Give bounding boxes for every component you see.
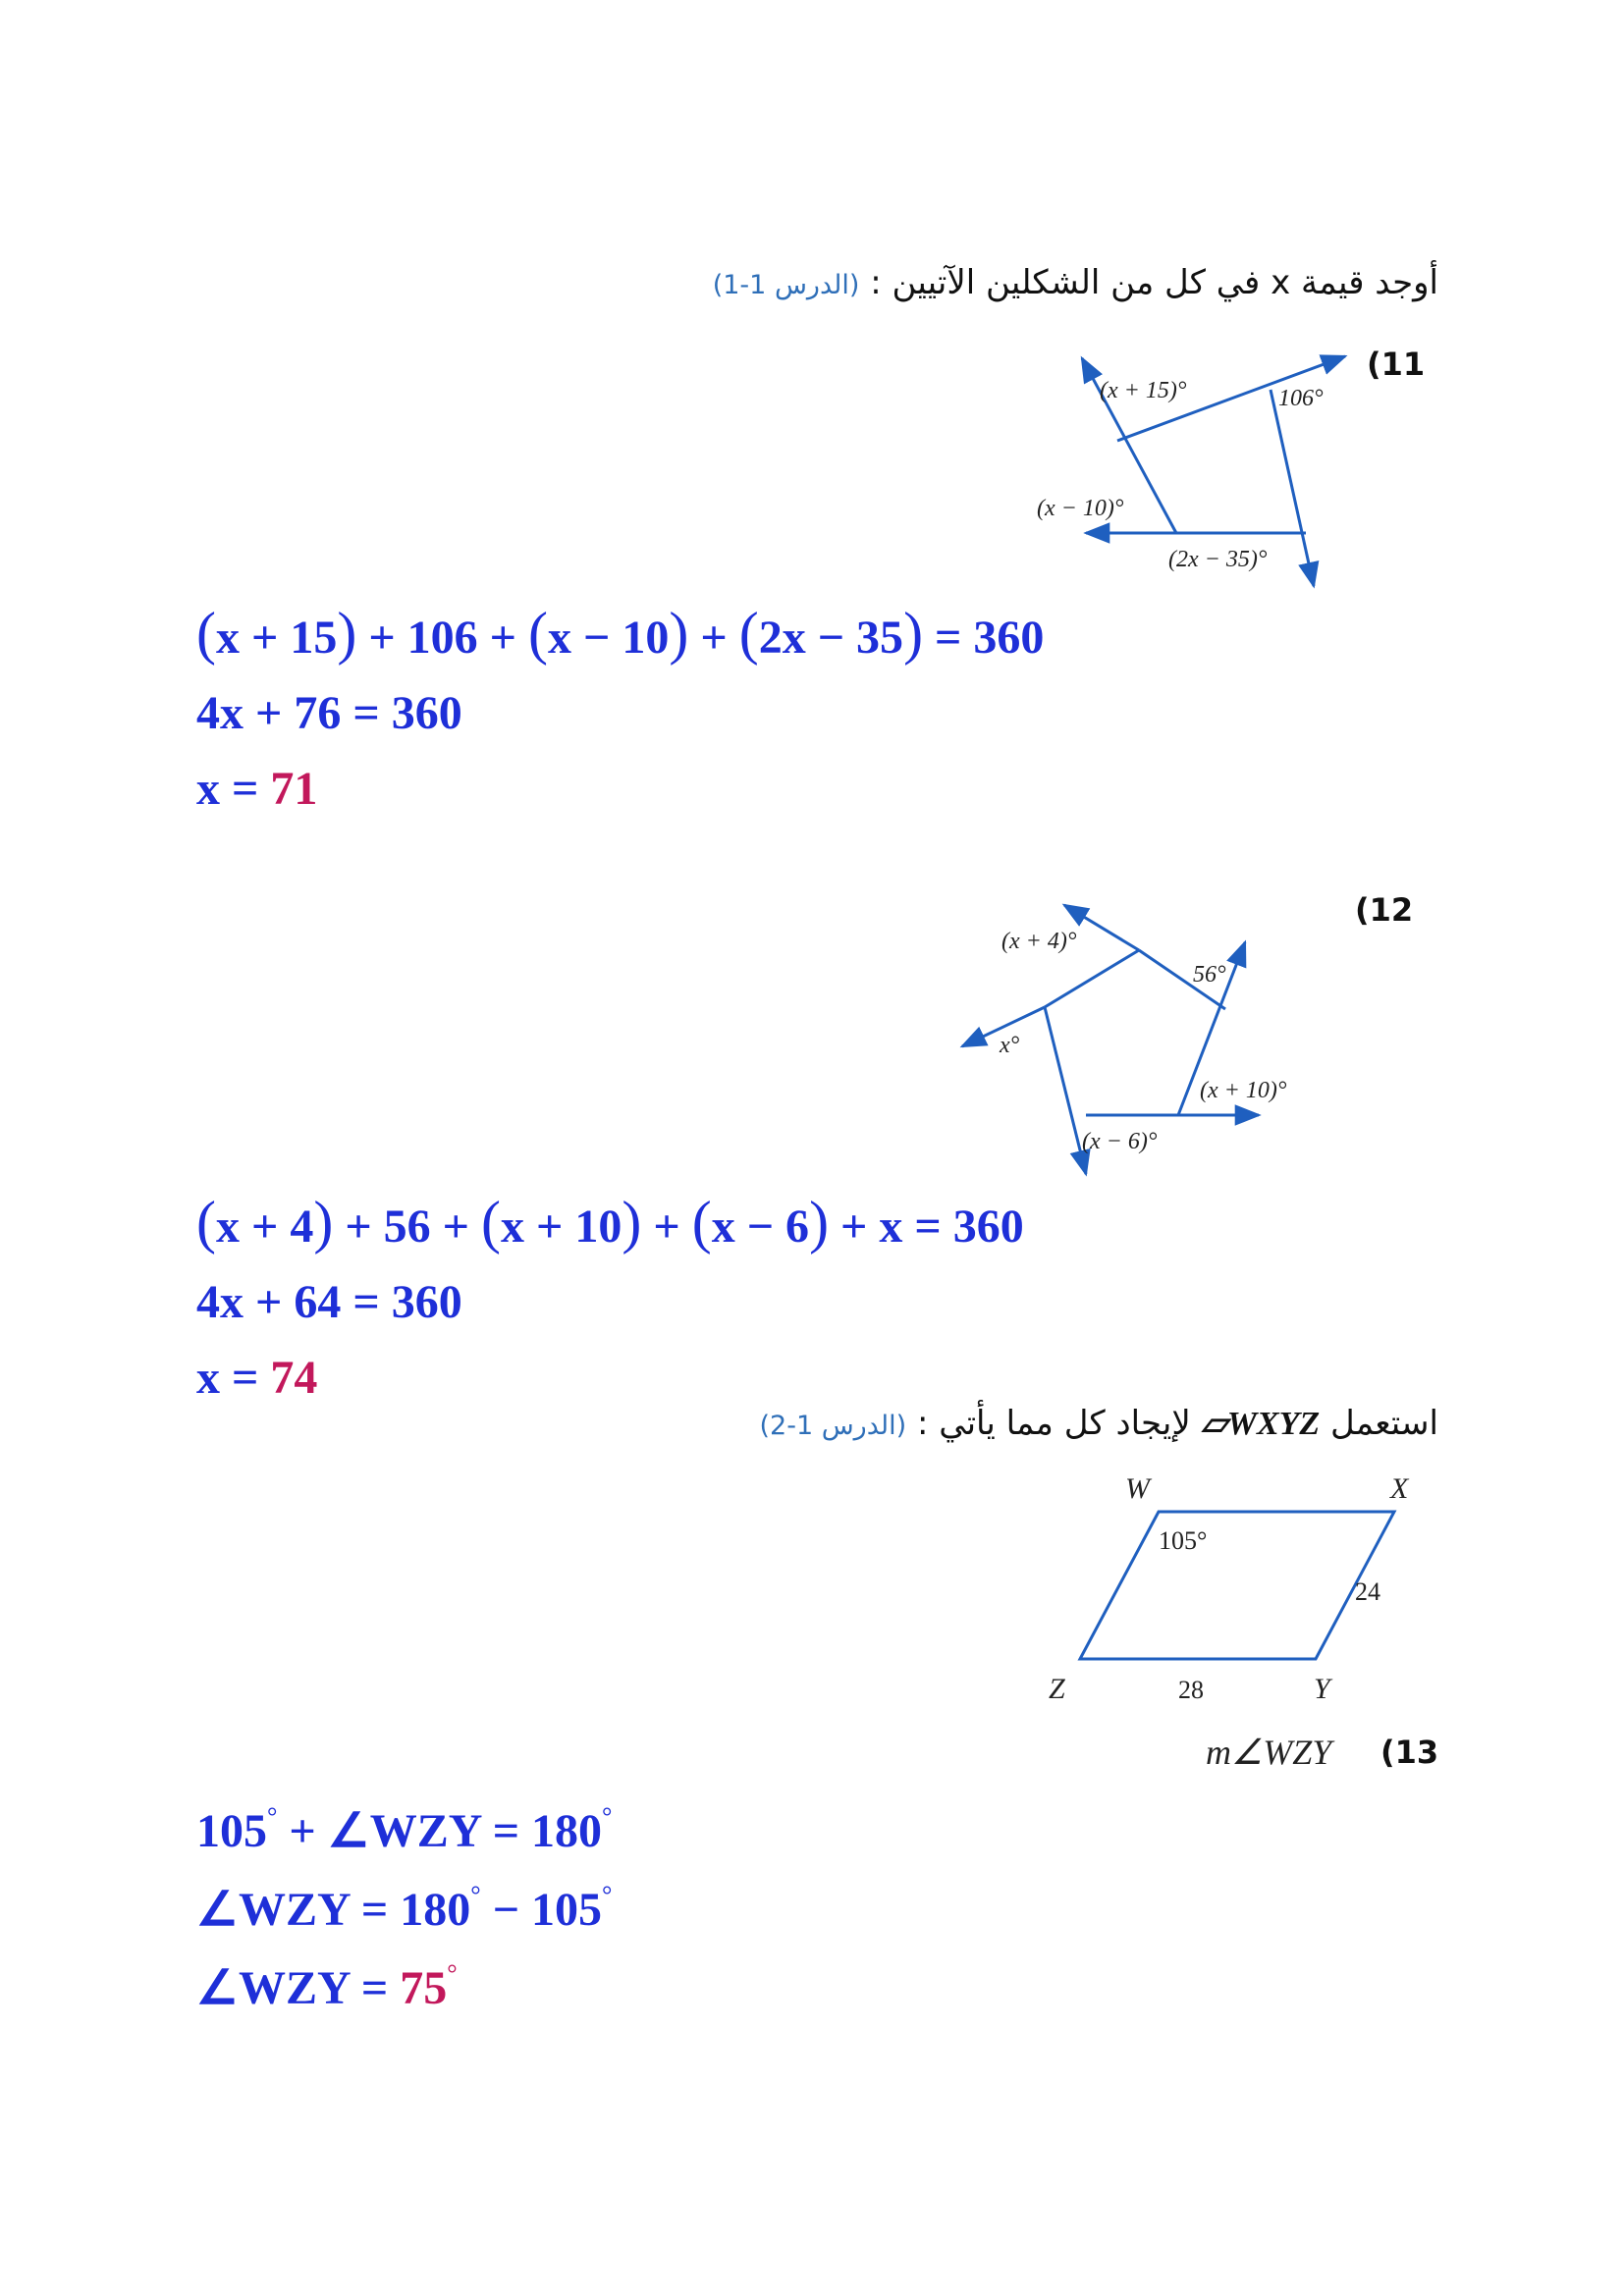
q11-solution-line3: x = 71 bbox=[196, 763, 318, 815]
q13-angle-label: 105° bbox=[1159, 1526, 1208, 1555]
q11-figure bbox=[1021, 339, 1434, 594]
q13-number: (13 bbox=[1380, 1734, 1439, 1771]
q12-label-bottom: (x − 6)° bbox=[1082, 1129, 1158, 1154]
section2-heading bbox=[759, 1404, 1438, 1443]
q11-number: (11 bbox=[1367, 346, 1426, 383]
q11-side-right bbox=[1271, 390, 1314, 586]
q11-label-bottom-right: (2x − 35)° bbox=[1168, 547, 1268, 572]
q13-solution-line2: ∠WZY = 180° − 105° bbox=[196, 1881, 613, 1936]
q11-label-top-left: (x + 15)° bbox=[1100, 378, 1187, 403]
section1-lesson-ref: (الدرس 1-1) bbox=[712, 270, 860, 300]
q13-solution-line1: 105° + ∠WZY = 180° bbox=[196, 1802, 613, 1857]
q12-label-top-right: 56° bbox=[1193, 962, 1226, 988]
q13-question-label: m∠WZY bbox=[1206, 1733, 1332, 1772]
q11-label-top-right: 106° bbox=[1278, 386, 1324, 411]
q11-solution-line2: 4x + 76 = 360 bbox=[196, 687, 462, 739]
q13-solution-line3: ∠WZY = 75° bbox=[196, 1959, 458, 2014]
q11-solution-line1: (x + 15) + 106 + (x − 10) + (2x − 35) = 360 bbox=[196, 601, 1045, 666]
q13-vertex-x: X bbox=[1390, 1472, 1409, 1505]
q13-figure bbox=[1021, 1463, 1453, 1718]
section2-lesson-ref: (الدرس 1-2) bbox=[759, 1411, 907, 1441]
q12-label-right: (x + 10)° bbox=[1200, 1078, 1287, 1103]
q11-answer: 71 bbox=[270, 763, 318, 815]
q12-solution-line2: 4x + 64 = 360 bbox=[196, 1276, 462, 1328]
q13-vertex-w: W bbox=[1125, 1472, 1150, 1505]
q13-side-bottom-label: 28 bbox=[1178, 1676, 1204, 1704]
q11-label-bottom-left: (x − 10)° bbox=[1037, 496, 1124, 521]
section2-heading-prefix: استعمل bbox=[1329, 1404, 1438, 1443]
q12-label-top: (x + 4)° bbox=[1001, 929, 1077, 954]
q13-answer: 75° bbox=[400, 1959, 458, 2014]
q12-solution-line1: (x + 4) + 56 + (x + 10) + (x − 6) + x = 360 bbox=[196, 1190, 1024, 1255]
q12-side-3 bbox=[1045, 1007, 1086, 1174]
q13-vertex-y: Y bbox=[1314, 1673, 1330, 1705]
q13-parallelogram bbox=[1080, 1512, 1394, 1659]
q12-label-left: x° bbox=[1000, 1033, 1020, 1058]
q12-solution-line3: x = 74 bbox=[196, 1352, 318, 1404]
section2-heading-suffix: لإيجاد كل مما يأتي : bbox=[916, 1404, 1191, 1443]
section1-heading bbox=[713, 263, 1438, 302]
section1-heading-text: أوجد قيمة x في كل من الشكلين الآتيين : bbox=[870, 263, 1438, 302]
q12-side-8 bbox=[1045, 950, 1139, 1007]
q12-answer: 74 bbox=[270, 1352, 318, 1404]
q12-number: (12 bbox=[1355, 891, 1414, 929]
section2-heading-shape: WXYZ▱ bbox=[1201, 1406, 1321, 1442]
q12-figure bbox=[943, 883, 1335, 1188]
q13-side-right-label: 24 bbox=[1355, 1577, 1380, 1606]
q13-vertex-z: Z bbox=[1049, 1673, 1065, 1705]
